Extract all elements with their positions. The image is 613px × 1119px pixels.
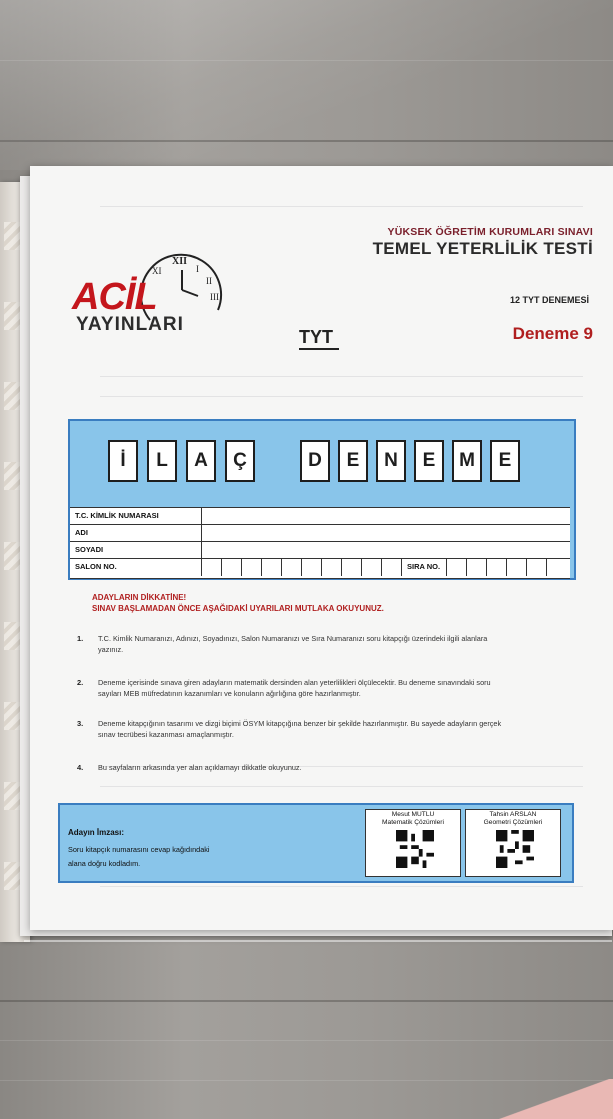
instruction-number: 3. — [77, 719, 84, 728]
qr-role: Geometri Çözümleri — [483, 819, 543, 826]
instruction-number: 1. — [77, 634, 84, 643]
exam-booklet-cover — [30, 166, 613, 930]
qr-card-geometri[interactable] — [465, 809, 561, 877]
form-label: SALON NO. — [75, 562, 117, 571]
svg-text:II: II — [206, 276, 212, 286]
title-letter: E — [414, 440, 444, 482]
form-row-tc[interactable] — [70, 507, 570, 525]
qr-code-icon — [496, 830, 534, 868]
deneme-number: Deneme 9 — [512, 324, 593, 343]
qr-code-icon — [396, 830, 434, 868]
title-letter: D — [300, 440, 330, 482]
form-row-soyadi[interactable] — [70, 541, 570, 559]
form-label: ADI — [75, 528, 88, 537]
publisher-logo — [72, 246, 242, 336]
logo-subtitle: YAYINLARI — [76, 314, 184, 335]
title-letter: E — [338, 440, 368, 482]
qr-author: Tahsin ARSLAN — [489, 811, 537, 818]
sheet-edge-highlight — [24, 940, 612, 942]
form-label: T.C. KİMLİK NUMARASI — [75, 511, 159, 520]
form-row-salon[interactable] — [70, 558, 570, 579]
exam-name: YÜKSEK ÖĞRETİM KURUMLARI SINAVI — [387, 226, 593, 238]
title-letter: N — [376, 440, 406, 482]
pink-object — [493, 1079, 613, 1119]
sira-label: SIRA NO. — [407, 562, 441, 571]
instruction-text: Deneme içerisinde sınava giren adayların matematik dersinden alan yeterlilikleri ölçülecektir. Bu deneme sınavındaki soru sayıları MEB müfredatının kazanımları ve konuların ağırlığına göre hazırlanmıştır. — [98, 678, 491, 698]
test-name: TEMEL YETERLİLİK TESTİ — [372, 239, 593, 258]
svg-text:XI: XI — [152, 266, 162, 276]
instruction-number: 2. — [77, 678, 84, 687]
form-label: SOYADI — [75, 545, 104, 554]
title-letter: Ç — [225, 440, 255, 482]
signature-box — [58, 803, 574, 883]
form-row-adi[interactable] — [70, 524, 570, 542]
warning-heading: ADAYLARIN DİKKATİNE! — [92, 593, 187, 602]
svg-text:III: III — [210, 292, 219, 302]
title-letter: A — [186, 440, 216, 482]
instruction-number: 4. — [77, 763, 84, 772]
instruction-text: T.C. Kimlik Numaranızı, Adınızı, Soyadınızı, Salon Numaranızı ve Sıra Numaranızı soru kitapçığı üzerindeki ilgili alanlara yazınız. — [98, 634, 488, 654]
logo-brand: ACİL — [72, 276, 157, 318]
series-label: 12 TYT DENEMESİ — [509, 295, 589, 305]
svg-text:I: I — [196, 264, 199, 274]
title-letter: L — [147, 440, 177, 482]
instruction-text: Deneme kitapçığının tasarımı ve dizgi biçimi ÖSYM kitapçığına benzer bir şekilde hazırlanmıştır. Bu sayede adayların gerçek sınav tecrübesi kazanması amaçlanmıştır. — [98, 719, 502, 739]
identity-form — [70, 507, 570, 578]
instruction-text: Bu sayfaların arkasında yer alan açıklamayı dikkatle okuyunuz. — [98, 763, 302, 772]
section-label: TYT — [299, 327, 333, 347]
signature-title: Adayın İmzası: — [68, 828, 125, 837]
section-underline — [299, 348, 339, 350]
qr-card-matematik[interactable] — [365, 809, 461, 877]
title-letter: E — [490, 440, 520, 482]
signature-text: Soru kitapçık numarasını cevap kağıdındaki alana doğru kodladım. — [68, 845, 210, 868]
qr-author: Mesut MUTLU — [391, 811, 435, 818]
qr-role: Matematik Çözümleri — [382, 819, 444, 826]
title-letter: M — [452, 440, 482, 482]
title-form-box — [68, 419, 576, 580]
warning-subheading: SINAV BAŞLAMADAN ÖNCE AŞAĞIDAKİ UYARILARI MUTLAKA OKUYUNUZ. — [92, 604, 384, 613]
title-letter: İ — [108, 440, 138, 482]
svg-text:XII: XII — [172, 256, 188, 267]
